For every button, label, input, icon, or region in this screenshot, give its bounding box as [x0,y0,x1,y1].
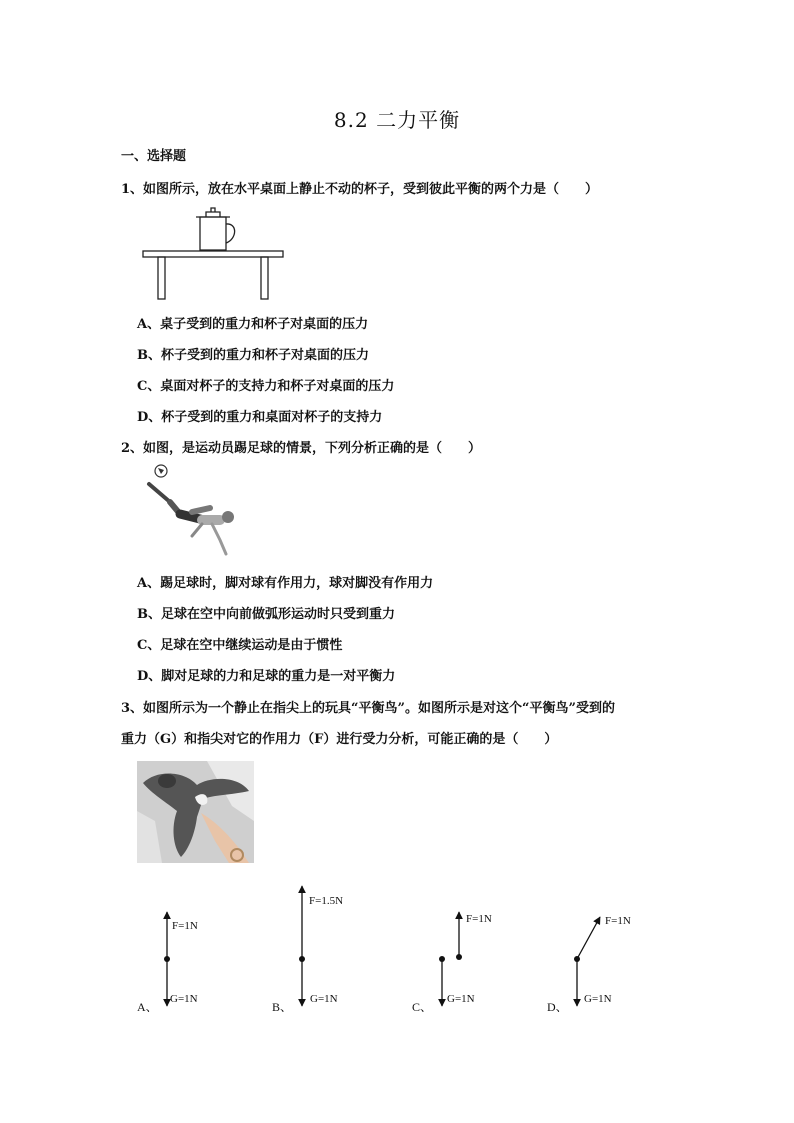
diagram-c-point-f [456,954,462,960]
question-2-option-b[interactable]: B、足球在空中向前做弧形运动时只受到重力 [137,607,395,622]
question-1-option-a[interactable]: A、桌子受到的重力和杯子对桌面的压力 [137,317,369,332]
balance-bird-photo [137,761,254,863]
section-heading: 一、选择题 [121,149,187,164]
question-3-stem-line1: 3、如图所示为一个静止在指尖上的玩具“平衡鸟”。如图所示是对这个“平衡鸟”受到的 [121,701,615,716]
soccer-kick-figure [142,462,237,560]
diagram-b-f-label: F=1.5N [309,895,344,907]
diagram-c-letter[interactable]: C、 [412,1000,433,1014]
diagram-d-f-label: F=1N [605,915,631,927]
question-2-option-a[interactable]: A、踢足球时，脚对球有作用力，球对脚没有作用力 [137,576,434,591]
force-diagrams [130,880,650,1015]
diagram-a-point [164,956,170,962]
question-2-option-d[interactable]: D、脚对足球的力和足球的重力是一对平衡力 [137,669,396,684]
question-2-option-c[interactable]: C、足球在空中继续运动是由于惯性 [137,638,343,653]
diagram-c-f-label: F=1N [466,913,492,925]
question-2-stem: 2、如图，是运动员踢足球的情景，下列分析正确的是（ ） [121,441,482,456]
diagram-b-letter[interactable]: B、 [272,1000,293,1014]
diagram-c-g-label: G=1N [447,993,475,1005]
diagram-a-letter[interactable]: A、 [137,1000,158,1014]
diagram-d-g-label: G=1N [584,993,612,1005]
diagram-a-f-label: F=1N [172,920,198,932]
diagram-b-g-label: G=1N [310,993,338,1005]
diagram-d-point [574,956,580,962]
diagram-b-point [299,956,305,962]
page-title: 8.2 二力平衡 [333,108,461,132]
cup-on-table-figure [140,205,290,303]
question-1-option-c[interactable]: C、桌面对杯子的支持力和杯子对桌面的压力 [137,379,395,394]
diagram-c-point-g [439,956,445,962]
question-1-stem: 1、如图所示，放在水平桌面上静止不动的杯子，受到彼此平衡的两个力是（ ） [121,182,599,197]
question-1-option-d[interactable]: D、杯子受到的重力和桌面对杯子的支持力 [137,410,383,425]
question-3-stem-line2: 重力（G）和指尖对它的作用力（F）进行受力分析，可能正确的是（ ） [121,732,558,747]
diagram-a-g-label: G=1N [170,993,198,1005]
question-1-option-b[interactable]: B、杯子受到的重力和杯子对桌面的压力 [137,348,369,363]
diagram-d-letter[interactable]: D、 [547,1000,568,1014]
